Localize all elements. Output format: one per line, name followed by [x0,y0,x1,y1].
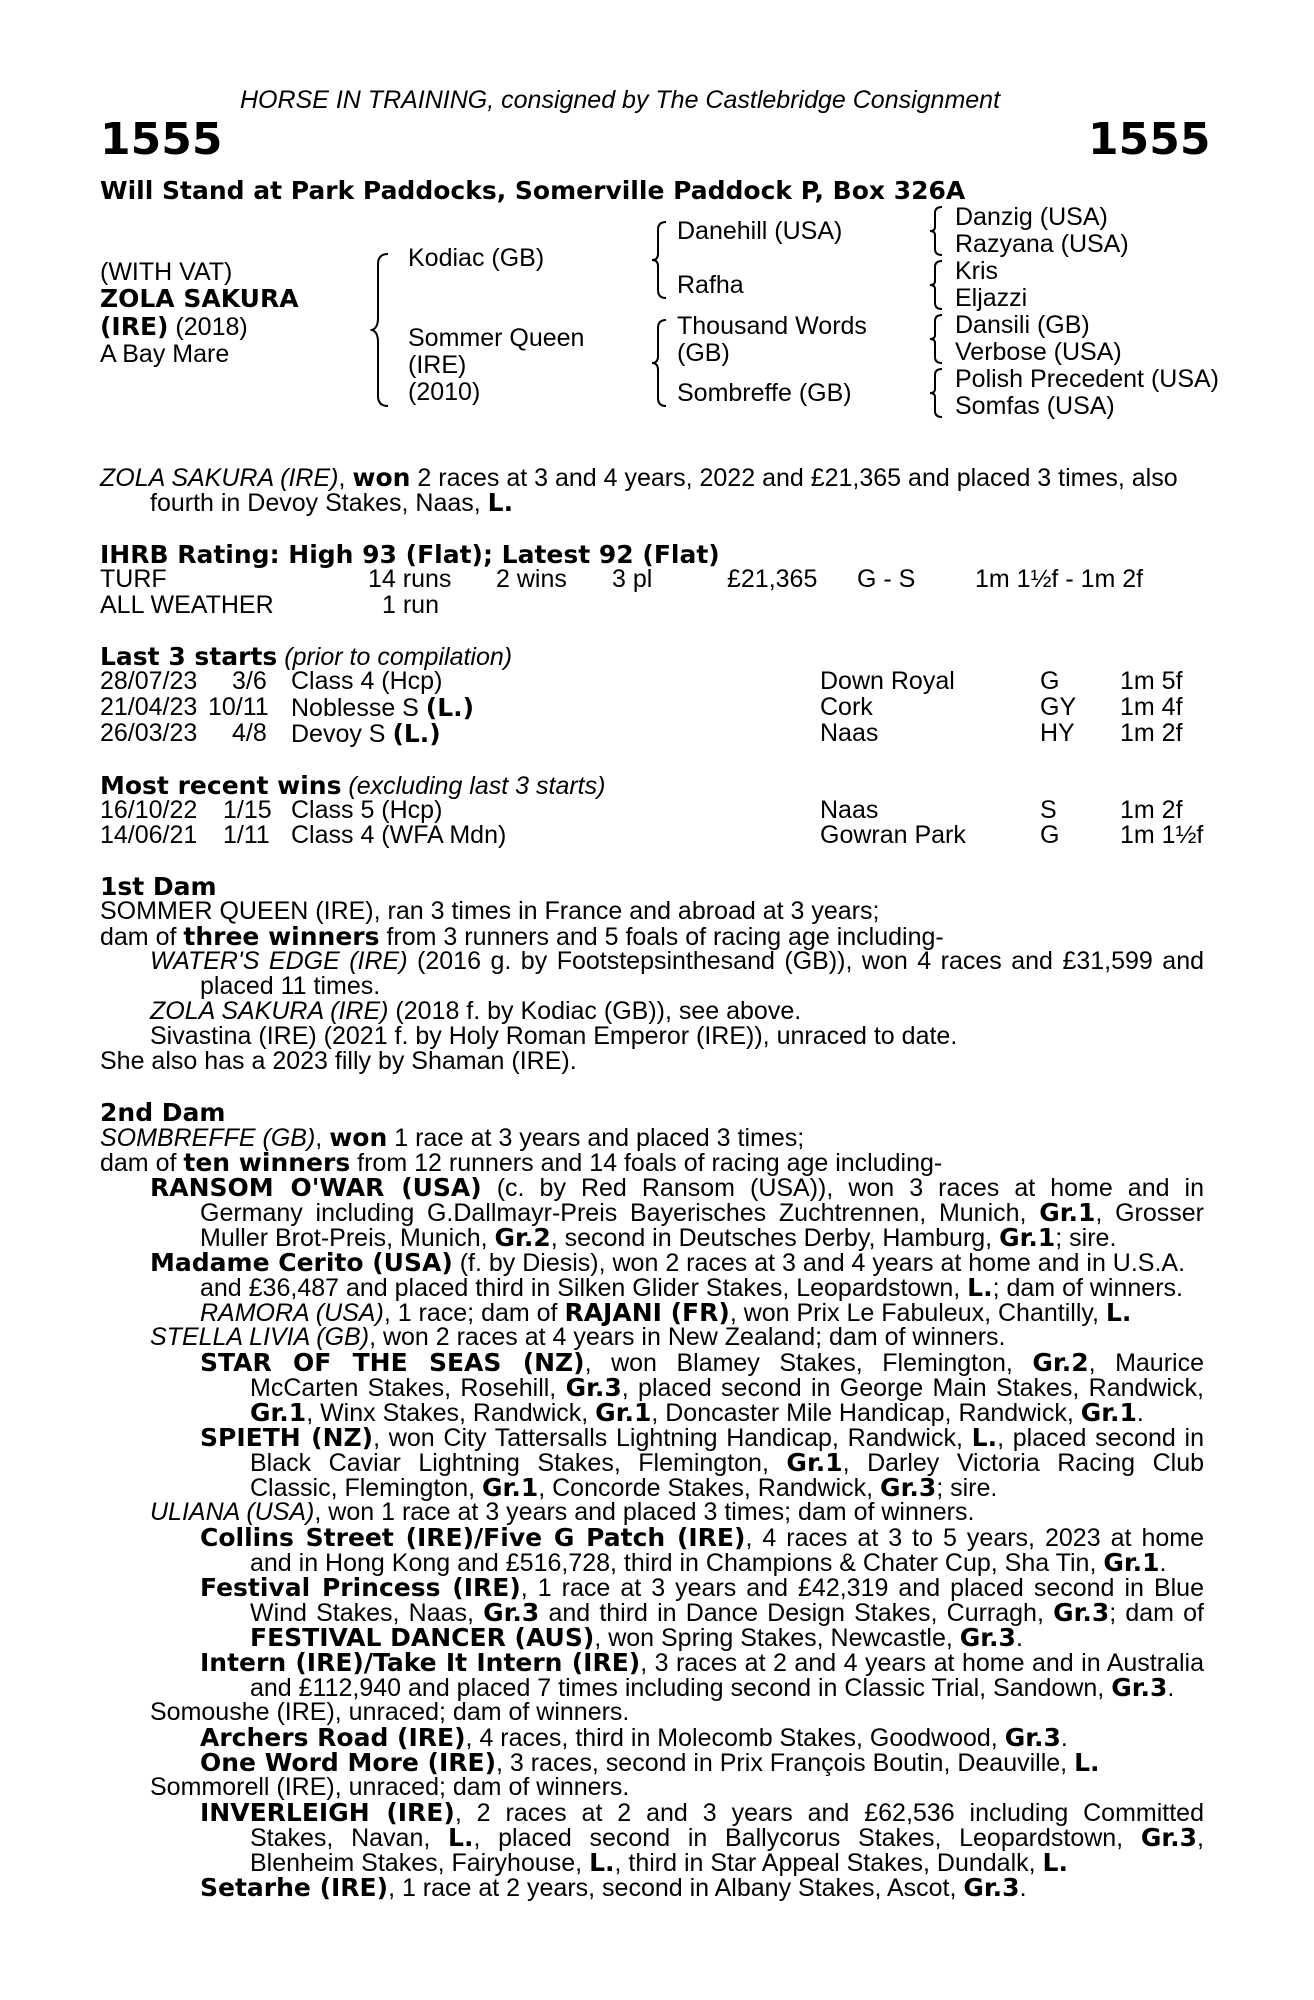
race-summary-line-2: fourth in Devoy Stakes, Naas, L. [150,488,514,517]
progeny-line: Classic, Flemington, Gr.1, Concorde Stakes, Randwick, Gr.3; sire. [250,1473,998,1502]
course: Naas [820,719,879,747]
ggs-5: Dansili (GB) [955,311,1090,339]
ggs-4: Eljazzi [955,284,1028,312]
progeny-line: and £112,940 and placed 7 times including second in Classic Trial, Sandown, Gr.3. [250,1673,1175,1702]
date: 21/04/23 [100,693,198,721]
progeny-line: Festival Princess (IRE), 1 race at 3 years and £42,319 and placed second in Blue [200,1573,1204,1602]
progeny-line: Setarhe (IRE), 1 race at 2 years, second in Albany Stakes, Ascot, Gr.3. [200,1873,1027,1902]
second-dam-title: 2nd Dam [100,1098,226,1127]
date: 26/03/23 [100,719,198,747]
position: 4/8 [232,719,267,747]
position: 10/11 [208,693,269,721]
brace-ggs-4 [928,367,948,419]
distance: 1m 1½f [1120,821,1204,849]
race: Noblesse S (L.) [291,693,475,722]
progeny-line: STAR OF THE SEAS (NZ), won Blamey Stakes, Flemington, Gr.2, Maurice [200,1348,1204,1377]
progeny-line: ULIANA (USA), won 1 race at 3 years and placed 3 times; dam of winners. [150,1498,975,1526]
progeny-line: Madame Cerito (USA) (f. by Diesis), won 2 races at 3 and 4 years at home and in U.S.A. [150,1248,1186,1277]
distance: 1m 1½f - 1m 2f [975,565,1144,593]
progeny-line: Sommorell (IRE), unraced; dam of winners. [150,1773,630,1801]
progeny-line: Stakes, Navan, L., placed second in Ballycorus Stakes, Leopardstown, Gr.3, [250,1823,1204,1852]
prize-money: £21,365 [727,565,818,593]
progeny-line: Germany including G.Dallmayr-Preis Bayerisches Zuchtrennen, Munich, Gr.1, Grosser [200,1198,1205,1227]
brace-ggs-3 [928,313,948,365]
horse-description: A Bay Mare [100,340,230,368]
race: Devoy S (L.) [291,719,441,748]
going: S [1040,796,1057,824]
course: Down Royal [820,667,955,695]
progeny-line: INVERLEIGH (IRE), 2 races at 2 and 3 years and £62,536 including Committed [200,1798,1204,1827]
progeny-line: Muller Brot-Preis, Munich, Gr.2, second in Deutsches Derby, Hamburg, Gr.1; sire. [200,1223,1117,1252]
distance: 1m 2f [1120,796,1183,824]
ihrb-title: IHRB Rating: High 93 (Flat); Latest 92 (Flat) [100,540,720,569]
going: G - S [857,565,916,593]
brace-sire [650,220,674,300]
horse-country-year: (IRE) (2018) [100,312,248,341]
ggs-7: Polish Precedent (USA) [955,365,1220,393]
race: Class 4 (Hcp) [291,667,443,695]
granddam-2: Sombreffe (GB) [677,379,852,407]
dam-line-3: (2010) [408,378,481,406]
progeny-line: She also has a 2023 filly by Shaman (IRE). [100,1047,577,1075]
lot-number-left: 1555 [100,114,223,165]
runs: 14 runs [368,565,452,593]
course: Naas [820,796,879,824]
progeny-line: RANSOM O'WAR (USA) (c. by Red Ransom (USA)), won 3 races at home and in [150,1173,1204,1202]
date: 16/10/22 [100,796,198,824]
brace-main [370,250,400,410]
progeny-line: Sivastina (IRE) (2021 f. by Holy Roman Emperor (IRE)), unraced to date. [150,1022,958,1050]
race: Class 5 (Hcp) [291,796,443,824]
runs: 1 run [382,591,439,619]
brace-dam [650,318,674,408]
surface: ALL WEATHER [100,591,274,619]
distance: 1m 2f [1120,719,1183,747]
going: G [1040,821,1060,849]
recent-wins-title: Most recent wins (excluding last 3 starts) [100,771,606,800]
going: GY [1040,693,1077,721]
wins: 2 wins [496,565,567,593]
race-summary-line-1: ZOLA SAKURA (IRE), won 2 races at 3 and 4 years, 2022 and £21,365 and placed 3 times, also [100,463,1178,492]
progeny-line: Black Caviar Lightning Stakes, Flemington, Gr.1, Darley Victoria Racing Club [250,1448,1204,1477]
first-dam-line: dam of three winners from 3 runners and 5 foals of racing age including- [100,922,944,951]
progeny-line: One Word More (IRE), 3 races, second in Prix François Boutin, Deauville, L. [200,1748,1100,1777]
dam-line-2: (IRE) [408,351,467,379]
first-dam-line: SOMMER QUEEN (IRE), ran 3 times in France and abroad at 3 years; [100,897,880,925]
surface: TURF [100,565,167,593]
dam-line-1: Sommer Queen [408,324,585,352]
progeny-line: FESTIVAL DANCER (AUS), won Spring Stakes, Newcastle, Gr.3. [250,1623,1023,1652]
ggs-6: Verbose (USA) [955,338,1122,366]
date: 14/06/21 [100,821,198,849]
vat-note: (WITH VAT) [100,258,233,286]
progeny-line: McCarten Stakes, Rosehill, Gr.3, placed second in George Main Stakes, Randwick, [250,1373,1205,1402]
date: 28/07/23 [100,667,198,695]
brace-ggs-2 [928,259,948,311]
first-dam-title: 1st Dam [100,872,217,901]
course: Gowran Park [820,821,966,849]
brace-ggs-1 [928,205,948,257]
progeny-line: Wind Stakes, Naas, Gr.3 and third in Dance Design Stakes, Curragh, Gr.3; dam of [250,1598,1205,1627]
ggs-3: Kris [955,257,999,285]
sire: Kodiac (GB) [408,244,545,272]
ggs-8: Somfas (USA) [955,392,1115,420]
placings: 3 pl [612,565,653,593]
progeny-line: Blenheim Stakes, Fairyhouse, L., third in Star Appeal Stakes, Dundalk, L. [250,1848,1068,1877]
position: 1/11 [223,821,270,849]
second-dam-line: dam of ten winners from 12 runners and 14 foals of racing age including- [100,1148,943,1177]
distance: 1m 5f [1120,667,1183,695]
second-dam-line: SOMBREFFE (GB), won 1 race at 3 years and placed 3 times; [100,1123,805,1152]
ggs-2: Razyana (USA) [955,230,1129,258]
lot-number-right: 1555 [1088,114,1211,165]
going: HY [1040,719,1075,747]
distance: 1m 4f [1120,693,1183,721]
progeny-line: WATER'S EDGE (IRE) (2016 g. by Footstepsinthesand (GB)), won 4 races and £31,599 and [150,947,1205,975]
progeny-line: Somoushe (IRE), unraced; dam of winners. [150,1698,630,1726]
progeny-line: STELLA LIVIA (GB), won 2 races at 4 years in New Zealand; dam of winners. [150,1323,1006,1351]
progeny-line: SPIETH (NZ), won City Tattersalls Lightning Handicap, Randwick, L., placed second in [200,1423,1205,1452]
race: Class 4 (WFA Mdn) [291,821,507,849]
consignment-line: HORSE IN TRAINING, consigned by The Castlebridge Consignment [240,86,1001,114]
progeny-line: Intern (IRE)/Take It Intern (IRE), 3 races at 2 and 4 years at home and in Australia [200,1648,1204,1677]
progeny-line: Archers Road (IRE), 4 races, third in Molecomb Stakes, Goodwood, Gr.3. [200,1723,1068,1752]
progeny-line: ZOLA SAKURA (IRE) (2018 f. by Kodiac (GB)), see above. [150,997,802,1025]
progeny-line: and £36,487 and placed third in Silken Glider Stakes, Leopardstown, L.; dam of winners. [200,1273,1183,1302]
position: 1/15 [223,796,272,824]
horse-name: ZOLA SAKURA [100,284,299,313]
going: G [1040,667,1060,695]
ggs-1: Danzig (USA) [955,203,1108,231]
progeny-line: placed 11 times. [200,972,381,1000]
position: 3/6 [232,667,267,695]
progeny-line: Collins Street (IRE)/Five G Patch (IRE), 4 races at 3 to 5 years, 2023 at home [200,1523,1204,1552]
progeny-line: RAMORA (USA), 1 race; dam of RAJANI (FR), won Prix Le Fabuleux, Chantilly, L. [200,1298,1132,1327]
progeny-line: and in Hong Kong and £516,728, third in Champions & Chater Cup, Sha Tin, Gr.1. [250,1548,1167,1577]
progeny-line: Gr.1, Winx Stakes, Randwick, Gr.1, Doncaster Mile Handicap, Randwick, Gr.1. [250,1398,1144,1427]
grandsire-2-line-1: Thousand Words [677,312,867,340]
stand-location: Will Stand at Park Paddocks, Somerville Paddock P, Box 326A [100,176,966,205]
granddam-1: Rafha [677,271,744,299]
last3-title: Last 3 starts (prior to compilation) [100,642,513,671]
grandsire-2-line-2: (GB) [677,339,730,367]
course: Cork [820,693,873,721]
grandsire-1: Danehill (USA) [677,217,843,245]
